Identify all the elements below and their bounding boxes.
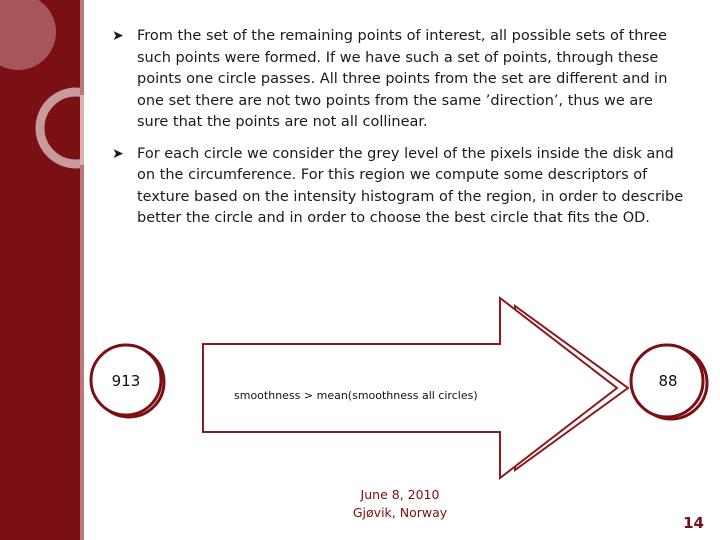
footer-date: June 8, 2010 — [360, 487, 440, 502]
input-count: 913 — [111, 372, 141, 390]
footer — [320, 486, 480, 522]
footer-location: Gjøvik, Norway — [352, 505, 448, 520]
selection-rule: smoothness > mean(smoothness all circles) — [234, 389, 478, 402]
arrow-right-icon: ➤ — [112, 145, 124, 162]
output-count: 88 — [658, 372, 678, 390]
bullet-text: From the set of the remaining points of interest, all possible sets of three such points were formed. If we have such a set of points, through these points one circle passes. All three points from the set are different and in one set there are not two points from the same ’direction’, thus we are sure that the points are not all collinear. — [137, 28, 668, 130]
arrow-right-icon: ➤ — [112, 28, 124, 44]
arrow-shape — [203, 298, 617, 478]
bullet-text: For each circle we consider the grey level of the pixels inside the disk and on the circumference. For this region we compute some descriptors of texture based on the intensity histogram of the region, in order to describe better the circle and in order to choose the best circle that fits the OD. — [137, 145, 684, 226]
page-number: 14 — [683, 514, 704, 532]
